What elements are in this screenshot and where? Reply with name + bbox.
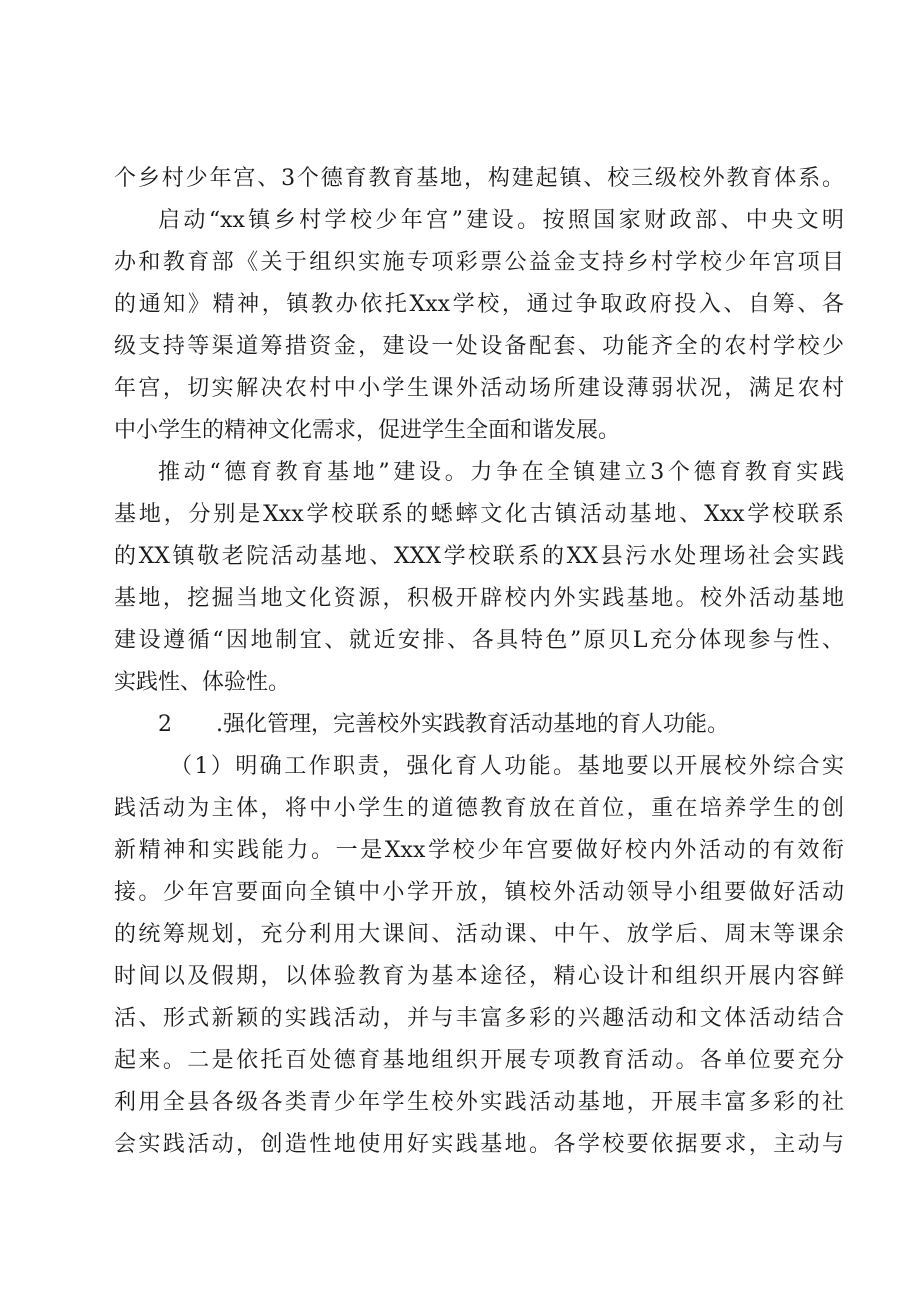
paragraph-line: 时间以及假期，以体验教育为基本途径，精心设计和组织开展内容鲜 — [114, 964, 844, 989]
paragraph-line: 办和教育部《关于组织实施专项彩票公益金支持乡村学校少年宫项目 — [114, 250, 844, 275]
paragraph-line: 级支持等渠道筹措资金，建设一处设备配套、功能齐全的农村学校少 — [114, 334, 844, 359]
paragraph-line: 启动“xx镇乡村学校少年宫”建设。按照国家财政部、中央文明 — [158, 208, 844, 233]
paragraph-line: 基地，挖掘当地文化资源，积极开辟校内外实践基地。校外活动基地 — [114, 586, 844, 611]
paragraph-line: 利用全县各级各类青少年学生校外实践活动基地，开展丰富多彩的社 — [114, 1090, 844, 1115]
section-heading — [114, 704, 844, 746]
paragraph-line: 个乡村少年宫、3个德育教育基地，构建起镇、校三级校外教育体系。 — [114, 166, 844, 191]
paragraph-line: 建设遵循“因地制宜、就近安排、各具特色”原贝L充分体现参与性、 — [114, 628, 844, 653]
paragraph-line: （1）明确工作职责，强化育人功能。基地要以开展校外综合实 — [170, 754, 844, 779]
section-heading-text: .强化管理，完善校外实践教育活动基地的育人功能。 — [216, 712, 729, 737]
paragraph-line: 中小学生的精神文化需求，促进学生全面和谐发展。 — [114, 418, 621, 443]
paragraph-line: 实践性、体验性。 — [114, 670, 291, 695]
paragraph-line: 的通知》精神，镇教办依托Xxx学校，通过争取政府投入、自筹、各 — [114, 292, 844, 317]
paragraph-line: 起来。二是依托百处德育基地组织开展专项教育活动。各单位要充分 — [114, 1048, 844, 1073]
paragraph-line: 年宫，切实解决农村中小学生课外活动场所建设薄弱状况，满足农村 — [114, 376, 844, 401]
paragraph-line: 活、形式新颖的实践活动，并与丰富多彩的兴趣活动和文体活动结合 — [114, 1006, 844, 1031]
paragraph-line: 会实践活动，创造性地使用好实践基地。各学校要依据要求，主动与 — [114, 1132, 844, 1157]
section-number: 2 — [158, 712, 172, 737]
paragraph-line: 接。少年宫要面向全镇中小学开放，镇校外活动领导小组要做好活动 — [114, 880, 844, 905]
paragraph-line: 新精神和实践能力。一是Xxx学校少年宫要做好校内外活动的有效衔 — [114, 838, 844, 863]
paragraph-line: 推动“德育教育基地”建设。力争在全镇建立3个德育教育实践 — [158, 460, 844, 485]
paragraph-line: 的统筹规划，充分利用大课间、活动课、中午、放学后、周末等课余 — [114, 922, 844, 947]
paragraph-line: 的XX镇敬老院活动基地、XXX学校联系的XX县污水处理场社会实践 — [114, 544, 844, 569]
paragraph-line: 基地，分别是Xxx学校联系的蟋蟀文化古镇活动基地、Xxx学校联系 — [114, 502, 844, 527]
paragraph-line: 践活动为主体，将中小学生的道德教育放在首位，重在培养学生的创 — [114, 796, 844, 821]
document-body — [114, 158, 844, 1166]
